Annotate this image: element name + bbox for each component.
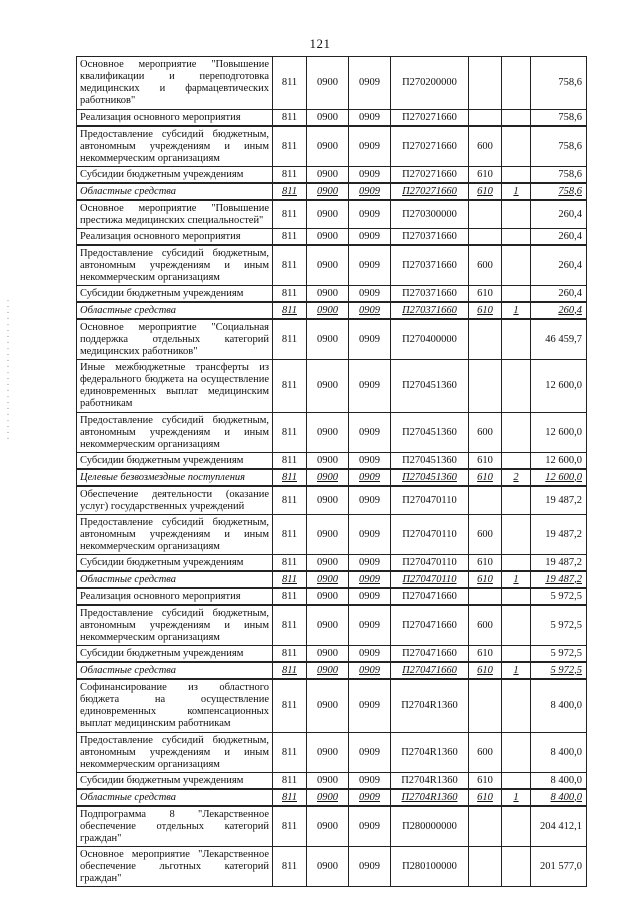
amount-cell: 5 972,5 — [531, 605, 587, 646]
expense-type-cell — [469, 200, 502, 229]
ministry-code-cell: 811 — [273, 733, 307, 773]
section-code-cell: 0900 — [307, 57, 349, 110]
expense-type-cell — [469, 229, 502, 246]
expense-type-cell: 600 — [469, 413, 502, 453]
table-row — [77, 733, 587, 773]
subsection-code-cell: 0909 — [349, 847, 391, 887]
amount-cell: 201 577,0 — [531, 847, 587, 887]
amount-cell: 12 600,0 — [531, 360, 587, 413]
target-article-cell: П270471660 — [391, 662, 469, 679]
table-row — [77, 605, 587, 646]
amount-cell: 758,6 — [531, 110, 587, 127]
section-code-cell: 0900 — [307, 486, 349, 515]
section-code-cell: 0900 — [307, 453, 349, 470]
table-row — [77, 646, 587, 663]
amount-cell: 758,6 — [531, 183, 587, 200]
section-code-cell: 0900 — [307, 806, 349, 847]
subsection-code-cell: 0909 — [349, 789, 391, 806]
section-code-cell: 0900 — [307, 319, 349, 360]
ministry-code-cell: 811 — [273, 167, 307, 184]
funding-source-cell — [502, 605, 531, 646]
row-name-cell: Предоставление субсидий бюджетным, автономным учреждениям и иным некоммерческим организациям — [77, 605, 273, 646]
table-row — [77, 126, 587, 167]
ministry-code-cell: 811 — [273, 515, 307, 555]
amount-cell: 19 487,2 — [531, 571, 587, 588]
expense-type-cell: 610 — [469, 453, 502, 470]
section-code-cell: 0900 — [307, 286, 349, 303]
section-code-cell: 0900 — [307, 469, 349, 486]
amount-cell: 5 972,5 — [531, 646, 587, 663]
subsection-code-cell: 0909 — [349, 360, 391, 413]
funding-source-cell — [502, 733, 531, 773]
funding-source-cell: 1 — [502, 571, 531, 588]
amount-cell: 758,6 — [531, 57, 587, 110]
section-code-cell: 0900 — [307, 245, 349, 286]
ministry-code-cell: 811 — [273, 588, 307, 605]
table-row — [77, 773, 587, 790]
subsection-code-cell: 0909 — [349, 555, 391, 572]
ministry-code-cell: 811 — [273, 679, 307, 733]
funding-source-cell — [502, 413, 531, 453]
funding-source-cell — [502, 588, 531, 605]
row-name-cell: Областные средства — [77, 571, 273, 588]
expense-type-cell: 610 — [469, 183, 502, 200]
amount-cell: 5 972,5 — [531, 588, 587, 605]
subsection-code-cell: 0909 — [349, 571, 391, 588]
expense-type-cell: 610 — [469, 662, 502, 679]
target-article-cell: П270451360 — [391, 469, 469, 486]
row-name-cell: Подпрограмма 8 "Лекарственное обеспечение отдельных категорий граждан" — [77, 806, 273, 847]
funding-source-cell — [502, 360, 531, 413]
amount-cell: 260,4 — [531, 229, 587, 246]
expense-type-cell — [469, 360, 502, 413]
amount-cell: 19 487,2 — [531, 486, 587, 515]
row-name-cell: Субсидии бюджетным учреждениям — [77, 555, 273, 572]
funding-source-cell — [502, 245, 531, 286]
table-row — [77, 515, 587, 555]
expense-type-cell: 610 — [469, 286, 502, 303]
expense-type-cell: 610 — [469, 167, 502, 184]
table-row — [77, 555, 587, 572]
target-article-cell: П270271660 — [391, 110, 469, 127]
subsection-code-cell: 0909 — [349, 57, 391, 110]
row-name-cell: Субсидии бюджетным учреждениям — [77, 646, 273, 663]
budget-table-body — [77, 57, 587, 887]
target-article-cell: П270451360 — [391, 360, 469, 413]
funding-source-cell — [502, 486, 531, 515]
amount-cell: 8 400,0 — [531, 679, 587, 733]
section-code-cell: 0900 — [307, 167, 349, 184]
expense-type-cell — [469, 679, 502, 733]
ministry-code-cell: 811 — [273, 413, 307, 453]
expense-type-cell — [469, 57, 502, 110]
subsection-code-cell: 0909 — [349, 646, 391, 663]
funding-source-cell — [502, 319, 531, 360]
subsection-code-cell: 0909 — [349, 413, 391, 453]
funding-source-cell — [502, 126, 531, 167]
ministry-code-cell: 811 — [273, 200, 307, 229]
row-name-cell: Предоставление субсидий бюджетным, автономным учреждениям и иным некоммерческим организациям — [77, 126, 273, 167]
subsection-code-cell: 0909 — [349, 126, 391, 167]
row-name-cell: Основное мероприятие "Повышение квалификации и переподготовка медицинских и фармацевтических работников" — [77, 57, 273, 110]
amount-cell: 19 487,2 — [531, 515, 587, 555]
row-name-cell: Основное мероприятие "Социальная поддержка отдельных категорий медицинских работников" — [77, 319, 273, 360]
subsection-code-cell: 0909 — [349, 469, 391, 486]
subsection-code-cell: 0909 — [349, 302, 391, 319]
amount-cell: 46 459,7 — [531, 319, 587, 360]
target-article-cell: П280000000 — [391, 806, 469, 847]
row-name-cell: Обеспечение деятельности (оказание услуг) государственных учреждений — [77, 486, 273, 515]
subsection-code-cell: 0909 — [349, 773, 391, 790]
amount-cell: 8 400,0 — [531, 789, 587, 806]
row-name-cell: Реализация основного мероприятия — [77, 588, 273, 605]
funding-source-cell — [502, 806, 531, 847]
ministry-code-cell: 811 — [273, 486, 307, 515]
funding-source-cell: 1 — [502, 662, 531, 679]
target-article-cell: П270471660 — [391, 646, 469, 663]
funding-source-cell — [502, 555, 531, 572]
page-number: 121 — [309, 36, 331, 51]
table-row — [77, 453, 587, 470]
subsection-code-cell: 0909 — [349, 319, 391, 360]
expense-type-cell: 600 — [469, 126, 502, 167]
section-code-cell: 0900 — [307, 646, 349, 663]
section-code-cell: 0900 — [307, 183, 349, 200]
funding-source-cell — [502, 773, 531, 790]
amount-cell: 8 400,0 — [531, 773, 587, 790]
section-code-cell: 0900 — [307, 789, 349, 806]
table-row — [77, 806, 587, 847]
ministry-code-cell: 811 — [273, 302, 307, 319]
table-row — [77, 167, 587, 184]
subsection-code-cell: 0909 — [349, 806, 391, 847]
row-name-cell: Реализация основного мероприятия — [77, 110, 273, 127]
expense-type-cell: 610 — [469, 571, 502, 588]
section-code-cell: 0900 — [307, 662, 349, 679]
table-row — [77, 302, 587, 319]
table-row — [77, 229, 587, 246]
table-row — [77, 469, 587, 486]
section-code-cell: 0900 — [307, 229, 349, 246]
section-code-cell: 0900 — [307, 413, 349, 453]
table-row — [77, 662, 587, 679]
funding-source-cell — [502, 167, 531, 184]
ministry-code-cell: 811 — [273, 183, 307, 200]
amount-cell: 758,6 — [531, 126, 587, 167]
funding-source-cell: 1 — [502, 302, 531, 319]
expense-type-cell — [469, 588, 502, 605]
target-article-cell: П270271660 — [391, 126, 469, 167]
funding-source-cell — [502, 515, 531, 555]
table-row — [77, 319, 587, 360]
ministry-code-cell: 811 — [273, 360, 307, 413]
ministry-code-cell: 811 — [273, 286, 307, 303]
ministry-code-cell: 811 — [273, 806, 307, 847]
table-row — [77, 571, 587, 588]
row-name-cell: Предоставление субсидий бюджетным, автономным учреждениям и иным некоммерческим организациям — [77, 733, 273, 773]
target-article-cell: П2704R1360 — [391, 773, 469, 790]
section-code-cell: 0900 — [307, 773, 349, 790]
target-article-cell: П270371660 — [391, 229, 469, 246]
subsection-code-cell: 0909 — [349, 605, 391, 646]
row-name-cell: Областные средства — [77, 789, 273, 806]
row-name-cell: Субсидии бюджетным учреждениям — [77, 453, 273, 470]
ministry-code-cell: 811 — [273, 453, 307, 470]
expense-type-cell — [469, 847, 502, 887]
amount-cell: 12 600,0 — [531, 453, 587, 470]
amount-cell: 260,4 — [531, 302, 587, 319]
target-article-cell: П270371660 — [391, 286, 469, 303]
funding-source-cell: 1 — [502, 183, 531, 200]
expense-type-cell: 610 — [469, 789, 502, 806]
target-article-cell: П270470110 — [391, 555, 469, 572]
ministry-code-cell: 811 — [273, 245, 307, 286]
section-code-cell: 0900 — [307, 126, 349, 167]
section-code-cell: 0900 — [307, 679, 349, 733]
table-row — [77, 360, 587, 413]
funding-source-cell — [502, 453, 531, 470]
funding-source-cell — [502, 679, 531, 733]
expense-type-cell: 610 — [469, 469, 502, 486]
amount-cell: 12 600,0 — [531, 413, 587, 453]
target-article-cell: П2704R1360 — [391, 733, 469, 773]
table-row — [77, 200, 587, 229]
subsection-code-cell: 0909 — [349, 110, 391, 127]
funding-source-cell — [502, 286, 531, 303]
row-name-cell: Иные межбюджетные трансферты из федерального бюджета на осуществление единовременных выплат медицинским работникам — [77, 360, 273, 413]
subsection-code-cell: 0909 — [349, 183, 391, 200]
row-name-cell: Субсидии бюджетным учреждениям — [77, 167, 273, 184]
section-code-cell: 0900 — [307, 110, 349, 127]
row-name-cell: Субсидии бюджетным учреждениям — [77, 773, 273, 790]
expense-type-cell: 600 — [469, 515, 502, 555]
amount-cell: 758,6 — [531, 167, 587, 184]
table-row — [77, 486, 587, 515]
target-article-cell: П270371660 — [391, 245, 469, 286]
row-name-cell: Основное мероприятие "Повышение престижа медицинских специальностей" — [77, 200, 273, 229]
target-article-cell: П2704R1360 — [391, 679, 469, 733]
funding-source-cell — [502, 229, 531, 246]
subsection-code-cell: 0909 — [349, 286, 391, 303]
row-name-cell: Субсидии бюджетным учреждениям — [77, 286, 273, 303]
target-article-cell: П270470110 — [391, 515, 469, 555]
subsection-code-cell: 0909 — [349, 486, 391, 515]
ministry-code-cell: 811 — [273, 319, 307, 360]
ministry-code-cell: 811 — [273, 57, 307, 110]
table-row — [77, 413, 587, 453]
table-row — [77, 245, 587, 286]
target-article-cell: П270470110 — [391, 486, 469, 515]
ministry-code-cell: 811 — [273, 571, 307, 588]
amount-cell: 260,4 — [531, 245, 587, 286]
amount-cell: 8 400,0 — [531, 733, 587, 773]
target-article-cell: П270271660 — [391, 183, 469, 200]
expense-type-cell — [469, 806, 502, 847]
ministry-code-cell: 811 — [273, 847, 307, 887]
target-article-cell: П270400000 — [391, 319, 469, 360]
ministry-code-cell: 811 — [273, 229, 307, 246]
subsection-code-cell: 0909 — [349, 515, 391, 555]
section-code-cell: 0900 — [307, 847, 349, 887]
section-code-cell: 0900 — [307, 200, 349, 229]
target-article-cell: П270471660 — [391, 588, 469, 605]
ministry-code-cell: 811 — [273, 646, 307, 663]
amount-cell: 204 412,1 — [531, 806, 587, 847]
subsection-code-cell: 0909 — [349, 200, 391, 229]
row-name-cell: Предоставление субсидий бюджетным, автономным учреждениям и иным некоммерческим организациям — [77, 245, 273, 286]
row-name-cell: Предоставление субсидий бюджетным, автономным учреждениям и иным некоммерческим организациям — [77, 413, 273, 453]
section-code-cell: 0900 — [307, 302, 349, 319]
subsection-code-cell: 0909 — [349, 588, 391, 605]
target-article-cell: П270300000 — [391, 200, 469, 229]
amount-cell: 19 487,2 — [531, 555, 587, 572]
subsection-code-cell: 0909 — [349, 167, 391, 184]
section-code-cell: 0900 — [307, 733, 349, 773]
ministry-code-cell: 811 — [273, 126, 307, 167]
row-name-cell: Предоставление субсидий бюджетным, автономным учреждениям и иным некоммерческим организациям — [77, 515, 273, 555]
target-article-cell: П270271660 — [391, 167, 469, 184]
funding-source-cell — [502, 110, 531, 127]
table-row — [77, 183, 587, 200]
subsection-code-cell: 0909 — [349, 453, 391, 470]
ministry-code-cell: 811 — [273, 662, 307, 679]
row-name-cell: Софинансирование из областного бюджета на осуществление единовременных компенсационных выплат медицинским работникам — [77, 679, 273, 733]
expense-type-cell: 600 — [469, 733, 502, 773]
amount-cell: 5 972,5 — [531, 662, 587, 679]
target-article-cell: П2704R1360 — [391, 789, 469, 806]
section-code-cell: 0900 — [307, 360, 349, 413]
table-row — [77, 679, 587, 733]
subsection-code-cell: 0909 — [349, 733, 391, 773]
section-code-cell: 0900 — [307, 571, 349, 588]
expense-type-cell: 610 — [469, 555, 502, 572]
expense-type-cell — [469, 110, 502, 127]
row-name-cell: Целевые безвозмездные поступления — [77, 469, 273, 486]
table-row — [77, 789, 587, 806]
funding-source-cell — [502, 200, 531, 229]
target-article-cell: П270200000 — [391, 57, 469, 110]
funding-source-cell — [502, 646, 531, 663]
expense-type-cell: 600 — [469, 245, 502, 286]
ministry-code-cell: 811 — [273, 773, 307, 790]
target-article-cell: П270471660 — [391, 605, 469, 646]
budget-table — [76, 56, 587, 887]
section-code-cell: 0900 — [307, 605, 349, 646]
table-row — [77, 110, 587, 127]
amount-cell: 260,4 — [531, 286, 587, 303]
target-article-cell: П280100000 — [391, 847, 469, 887]
amount-cell: 260,4 — [531, 200, 587, 229]
subsection-code-cell: 0909 — [349, 245, 391, 286]
subsection-code-cell: 0909 — [349, 229, 391, 246]
expense-type-cell — [469, 486, 502, 515]
funding-source-cell: 2 — [502, 469, 531, 486]
funding-source-cell: 1 — [502, 789, 531, 806]
expense-type-cell: 610 — [469, 302, 502, 319]
table-row — [77, 57, 587, 110]
target-article-cell: П270371660 — [391, 302, 469, 319]
funding-source-cell — [502, 847, 531, 887]
row-name-cell: Основное мероприятие "Лекарственное обеспечение льготных категорий граждан" — [77, 847, 273, 887]
section-code-cell: 0900 — [307, 515, 349, 555]
target-article-cell: П270451360 — [391, 413, 469, 453]
expense-type-cell: 610 — [469, 646, 502, 663]
ministry-code-cell: 811 — [273, 605, 307, 646]
table-row — [77, 588, 587, 605]
ministry-code-cell: 811 — [273, 789, 307, 806]
row-name-cell: Областные средства — [77, 302, 273, 319]
amount-cell: 12 600,0 — [531, 469, 587, 486]
ministry-code-cell: 811 — [273, 469, 307, 486]
funding-source-cell — [502, 57, 531, 110]
table-row — [77, 286, 587, 303]
row-name-cell: Реализация основного мероприятия — [77, 229, 273, 246]
expense-type-cell: 600 — [469, 605, 502, 646]
ministry-code-cell: 811 — [273, 110, 307, 127]
table-row — [77, 847, 587, 887]
target-article-cell: П270470110 — [391, 571, 469, 588]
target-article-cell: П270451360 — [391, 453, 469, 470]
expense-type-cell — [469, 319, 502, 360]
section-code-cell: 0900 — [307, 555, 349, 572]
section-code-cell: 0900 — [307, 588, 349, 605]
scan-margin-marks — [7, 300, 9, 440]
row-name-cell: Областные средства — [77, 183, 273, 200]
row-name-cell: Областные средства — [77, 662, 273, 679]
ministry-code-cell: 811 — [273, 555, 307, 572]
subsection-code-cell: 0909 — [349, 662, 391, 679]
expense-type-cell: 610 — [469, 773, 502, 790]
subsection-code-cell: 0909 — [349, 679, 391, 733]
